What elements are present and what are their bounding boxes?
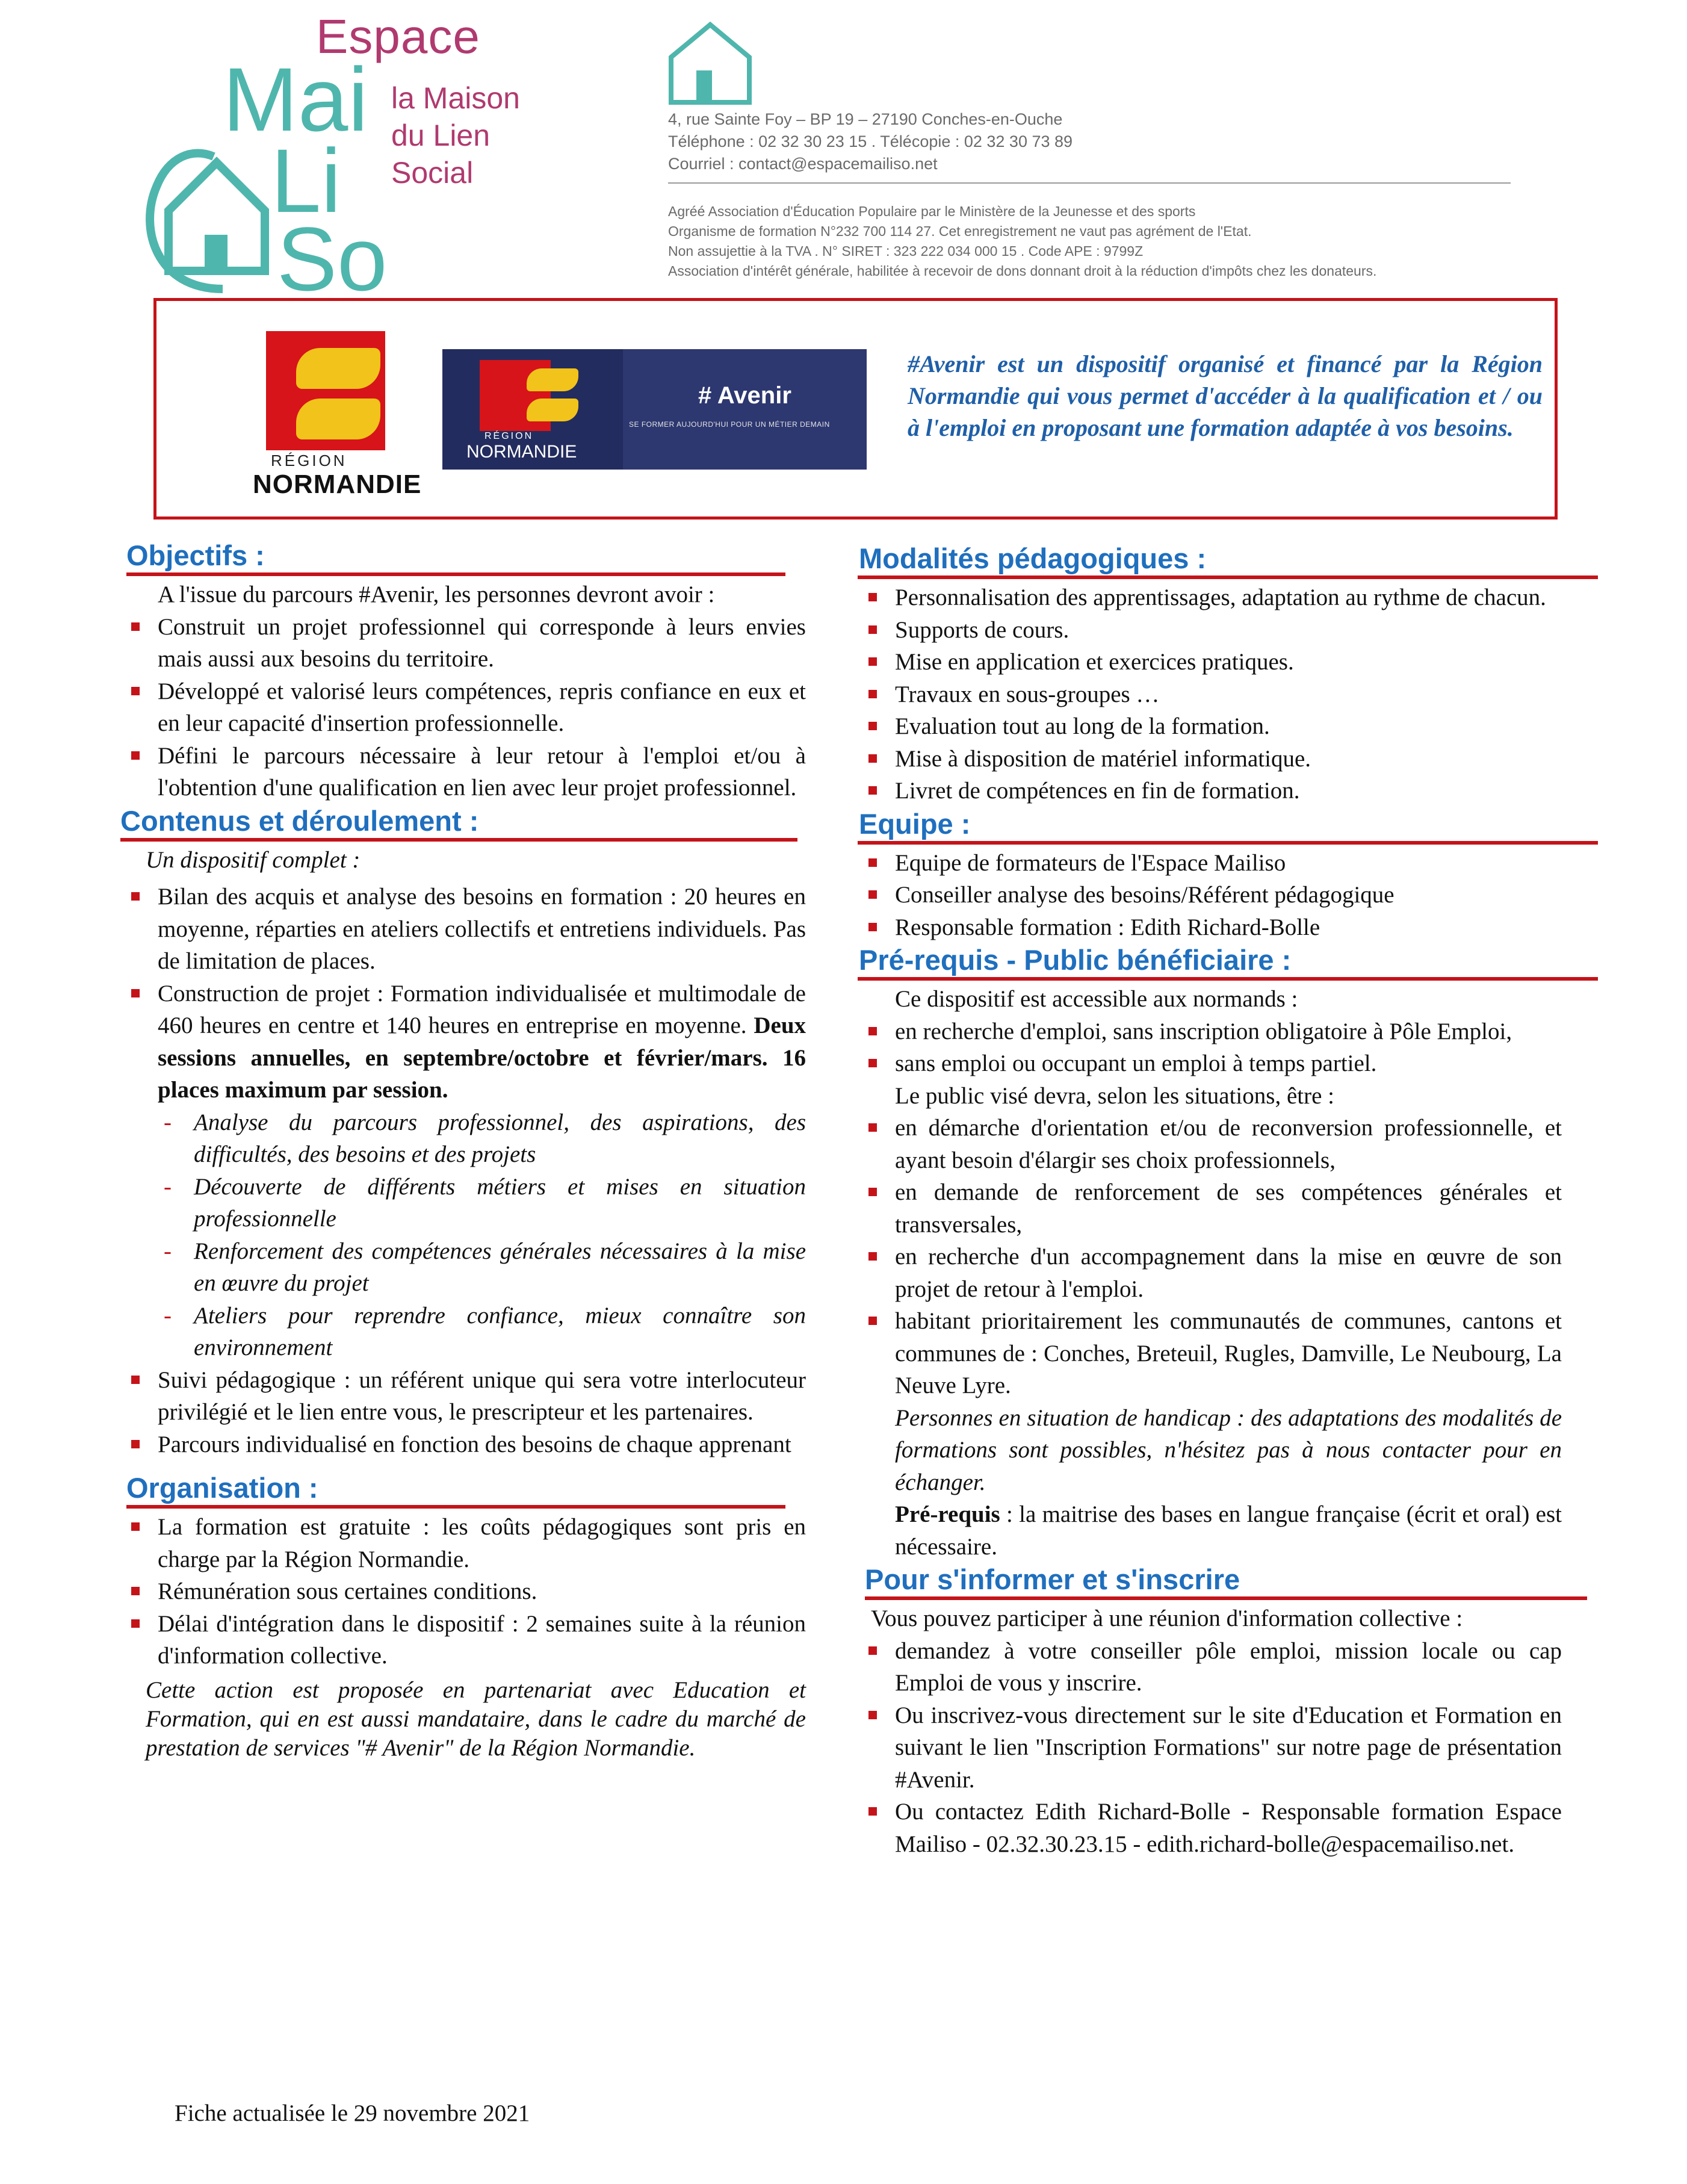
objectifs-item: Défini le parcours nécessaire à leur retour à l'emploi et/ou à l'obtention d'une qualification en lien avec leur projet professionnel. (120, 740, 806, 804)
prerequis-item: habitant prioritairement les communautés de communes, cantons et communes de : Conches, Breteuil, Rugles, Damville, Le Neubourg, La Neuve Lyre. (858, 1305, 1562, 1402)
region-logo-line2: NORMANDIE (253, 470, 422, 499)
contenus-subitem: - Ateliers pour reprendre confiance, mieux connaître son environnement (120, 1300, 806, 1364)
modalites-item: Personnalisation des apprentissages, adaptation au rythme de chacun. (858, 582, 1562, 614)
lion-icon (527, 399, 578, 421)
modalites-item: Mise en application et exercices pratiques. (858, 646, 1562, 678)
section-modalites (858, 542, 1562, 807)
modalites-item: Livret de compétences en fin de formation. (858, 775, 1562, 807)
section-divider (126, 1505, 785, 1509)
right-column (858, 542, 1562, 1860)
espace-mailiso-logo (132, 6, 554, 307)
section-title: Contenus et déroulement : (120, 804, 479, 837)
avenir-logo-subtitle: SE FORMER AUJOURD'HUI POUR UN MÉTIER DEMAIN (629, 420, 830, 429)
inscrire-item: Ou inscrivez-vous directement sur le site d'Education et Formation en suivant le lien "Inscription Formations" sur notre page de présentation #Avenir. (858, 1699, 1562, 1796)
section-equipe (858, 807, 1562, 944)
avenir-logo-region-line1: RÉGION (484, 431, 534, 441)
section-prerequis (858, 943, 1562, 1563)
section-divider (120, 838, 797, 842)
prerequis-intro: Ce dispositif est accessible aux normands : (895, 986, 1298, 1012)
section-objectifs (120, 539, 806, 804)
legal-line: Organisme de formation N°232 700 114 27. Cet enregistrement ne vaut pas agrément de l'Etat. (668, 223, 1252, 239)
prerequis-label: Pré-requis (895, 1501, 1000, 1527)
organisation-item: Délai d'intégration dans le dispositif : 2 semaines suite à la réunion d'information collective. (120, 1608, 806, 1672)
region-logo-line1: RÉGION (271, 451, 347, 470)
avenir-intro-text: #Avenir est un dispositif organisé et financé par la Région Normandie qui vous permet d'accéder à la qualification et / ou à l'emploi en proposant une formation adaptée à vos besoins. (908, 350, 1543, 441)
prerequis-item: en recherche d'un accompagnement dans la mise en œuvre de son projet de retour à l'emploi. (858, 1241, 1562, 1305)
prerequis-handicap: Personnes en situation de handicap : des adaptations des modalités de formations sont possibles, n'hésitez pas à nous contacter pour en échanger. (895, 1404, 1562, 1495)
lion-icon (296, 348, 380, 389)
legal-line: Association d'intérêt générale, habilitée à recevoir de dons donnant droit à la réduction d'impôts chez les donateurs. (668, 263, 1377, 279)
logo-sub3: Social (391, 156, 474, 190)
contenus-subitem: - Analyse du parcours professionnel, des aspirations, des difficultés, des besoins et des projets (120, 1106, 806, 1171)
logo-so-text: So (277, 208, 388, 309)
section-divider (858, 575, 1598, 579)
section-divider (858, 841, 1598, 845)
equipe-item: Responsable formation : Edith Richard-Bolle (858, 911, 1562, 944)
modalites-item: Travaux en sous-groupes … (858, 678, 1562, 711)
prerequis-text: : la maitrise des bases en langue française (écrit et oral) est nécessaire. (895, 1501, 1562, 1560)
lion-icon (527, 368, 578, 391)
left-column (120, 539, 806, 1763)
logo-mai-text: Mai (223, 49, 368, 150)
footer-date: Fiche actualisée le 29 novembre 2021 (175, 2100, 530, 2126)
contenus-item (120, 978, 806, 1106)
avenir-logo-band (623, 349, 867, 470)
modalites-item: Mise à disposition de matériel informatique. (858, 743, 1562, 775)
inscrire-item: demandez à votre conseiller pôle emploi, mission locale ou cap Emploi de vous y inscrire. (858, 1635, 1562, 1699)
section-title: Objectifs : (126, 539, 265, 571)
section-title: Pour s'informer et s'inscrire (865, 1563, 1240, 1595)
contact-email[interactable]: Courriel : contact@espacemailiso.net (668, 155, 938, 173)
inscrire-item: Ou contactez Edith Richard-Bolle - Responsable formation Espace Mailiso - 02.32.30.23.15 - edith.richard-bolle@espacemailiso.net. (858, 1796, 1562, 1860)
avenir-logo-region-line2: NORMANDIE (466, 442, 577, 462)
contenus-subitem: - Découverte de différents métiers et mises en situation professionnelle (120, 1171, 806, 1235)
legal-line: Non assujettie à la TVA . N° SIRET : 323 222 034 000 15 . Code APE : 9799Z (668, 243, 1144, 259)
section-title: Equipe : (859, 807, 971, 840)
organisation-item: Rémunération sous certaines conditions. (120, 1575, 806, 1608)
section-title: Modalités pédagogiques : (859, 542, 1207, 574)
equipe-item: Equipe de formateurs de l'Espace Mailiso (858, 847, 1562, 879)
contenus-item: Bilan des acquis et analyse des besoins en formation : 20 heures en moyenne, réparties en ateliers collectifs et entretiens individuels. Pas de limitation de places. (120, 881, 806, 978)
prerequis-item: en recherche d'emploi, sans inscription obligatoire à Pôle Emploi, (858, 1016, 1562, 1048)
modalites-item: Evaluation tout au long de la formation. (858, 710, 1562, 743)
organisation-note: Cette action est proposée en partenariat avec Education et Formation, qui en est aussi mandataire, dans le cadre du marché de prestation de services "# Avenir" de la Région Normandie. (146, 1677, 806, 1761)
lion-icon (296, 399, 380, 439)
logo-sub1: la Maison (391, 81, 520, 115)
contact-address: 4, rue Sainte Foy – BP 19 – 27190 Conches-en-Ouche (668, 110, 1063, 128)
prerequis-item: en demande de renforcement de ses compétences générales et transversales, (858, 1176, 1562, 1241)
logo-li-text: Li (271, 130, 341, 231)
prerequis-langue (858, 1498, 1562, 1563)
prerequis-item: sans emploi ou occupant un emploi à temps partiel. (858, 1047, 1562, 1080)
prerequis-item: en démarche d'orientation et/ou de reconversion professionnelle, et ayant besoin d'élargir ses choix professionnels, (858, 1112, 1562, 1176)
contenus-item: Parcours individualisé en fonction des besoins de chaque apprenant (120, 1429, 806, 1461)
section-inscrire (858, 1563, 1562, 1860)
objectifs-intro: A l'issue du parcours #Avenir, les personnes devront avoir : (158, 582, 715, 607)
legal-info (668, 202, 1571, 281)
section-divider (865, 1596, 1587, 1600)
section-contenus (120, 804, 806, 1461)
contact-phone: Téléphone : 02 32 30 23 15 . Télécopie : 02 32 30 73 89 (668, 132, 1073, 150)
equipe-item: Conseiller analyse des besoins/Référent pédagogique (858, 879, 1562, 911)
avenir-logo (442, 349, 867, 470)
normandy-flag-icon (266, 331, 385, 450)
construction-sessions: Deux sessions annuelles, en septembre/octobre et février/mars. 16 places maximum par session. (158, 1013, 806, 1103)
section-divider (126, 572, 785, 576)
avenir-logo-tag: # Avenir (698, 382, 791, 409)
section-organisation (120, 1471, 806, 1763)
modalites-item: Supports de cours. (858, 614, 1562, 647)
section-title: Pré-requis - Public bénéficiaire : (859, 944, 1292, 976)
contenus-intro: Un dispositif complet : (146, 846, 361, 873)
normandy-flag-icon (480, 360, 551, 431)
construction-text: Construction de projet : Formation individualisée et multimodale de 460 heures en centre et 140 heures en entreprise en moyenne. (158, 980, 806, 1038)
house-outline-icon (665, 21, 755, 105)
logo-sub2: du Lien (391, 119, 491, 152)
contact-block (668, 108, 1571, 281)
region-normandie-logo (253, 331, 421, 512)
logo-espace-text: Espace (316, 10, 480, 63)
section-divider (858, 977, 1598, 981)
objectifs-item: Construit un projet professionnel qui corresponde à leurs envies mais aussi aux besoins du territoire. (120, 611, 806, 675)
inscrire-intro: Vous pouvez participer à une réunion d'information collective : (871, 1605, 1463, 1631)
section-title: Organisation : (126, 1472, 318, 1504)
contact-divider (668, 182, 1511, 184)
prerequis-public-intro: Le public visé devra, selon les situations, être : (895, 1082, 1334, 1109)
organisation-item: La formation est gratuite : les coûts pédagogiques sont pris en charge par la Région Normandie. (120, 1511, 806, 1575)
contenus-subitem: - Renforcement des compétences générales nécessaires à la mise en œuvre du projet (120, 1235, 806, 1300)
legal-line: Agréé Association d'Éducation Populaire par le Ministère de la Jeunesse et des sports (668, 203, 1196, 219)
contenus-item: Suivi pédagogique : un référent unique qui sera votre interlocuteur privilégié et le lien entre vous, le prescripteur et les partenaires. (120, 1364, 806, 1429)
objectifs-item: Développé et valorisé leurs compétences, repris confiance en eux et en leur capacité d'insertion professionnelle. (120, 675, 806, 740)
